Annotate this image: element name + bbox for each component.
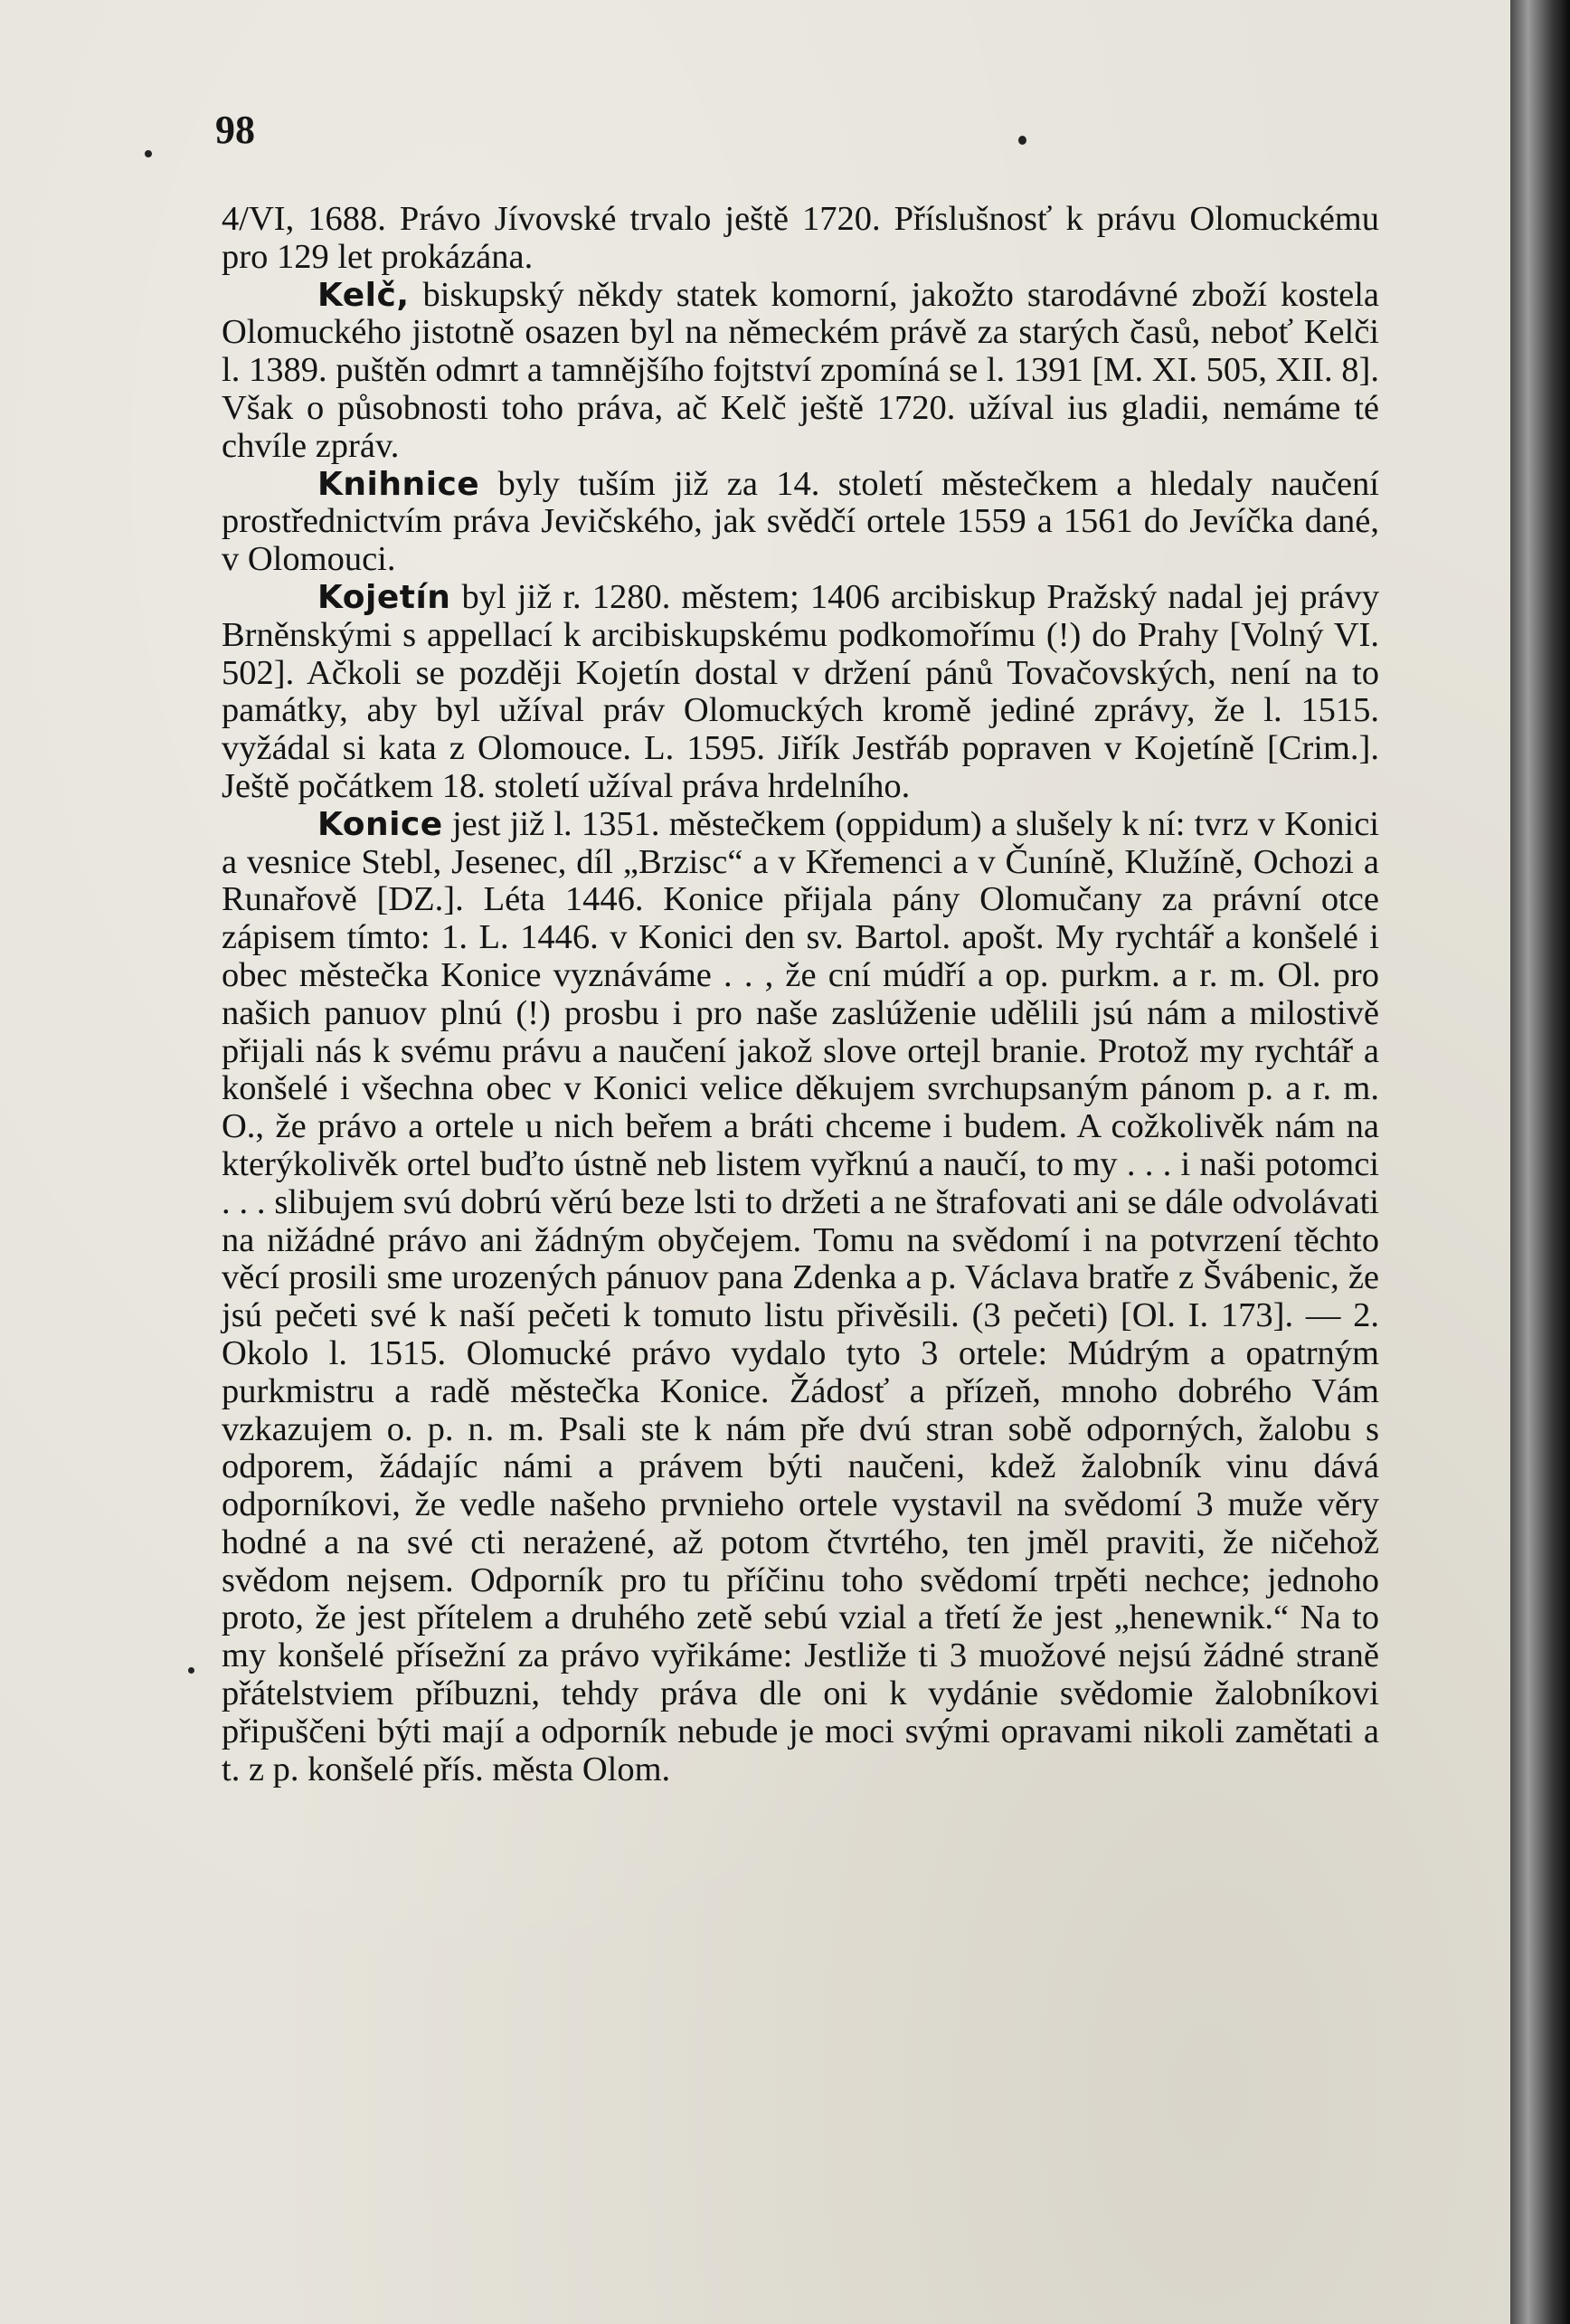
paragraph-jivova-continuation [222,201,1379,277]
paragraph-text: 4/VI, 1688. Právo Jívovské trvalo ještě 1720. Příslušnosť k právu Olomuckému pro 129 let prokázána. [222,200,1379,276]
margin-speck [1018,136,1026,145]
margin-speck [145,150,152,157]
headword-knihnice: Knihnice [317,465,480,503]
paragraph-text: byl již r. 1280. městem; 1406 arcibiskup Pražský nadal jej právy Brněnskými s appellací k arcibiskupskému podkomořímu (!) do Prahy [Volný VI. 502]. Ačkoli se později Kojetín dostal v držení pánů Tovačovských, není na to památky, aby byl užíval práv Olomuckých kromě jediné zprávy, že l. 1515. vyžádal si kata z Olomouce. L. 1595. Jiřík Jestřáb popraven v Kojetíně [Crim.]. Ještě počátkem 18. století užíval práva hrdelního. [222,577,1380,805]
paragraph-text: byly tuším již za 14. století městečkem a hledaly naučení prostřednictvím práva Jevičského, jak svědčí ortele 1559 a 1561 do Jevíčka dané, v Olomouci. [222,464,1380,579]
page-edge-shadow [1510,0,1570,2324]
margin-speck [188,1667,194,1674]
headword-kelc: Kelč, [317,276,410,314]
paragraph-kelc [222,277,1379,466]
paragraph-text: jest již l. 1351. městečkem (oppidum) a slušely k ní: tvrz v Konici a vesnice Stebl, Jesenec, díl „Brzisc“ a v Křemenci a v Čuníně, Klužíně, Ochozi a Runařově [DZ.]. Léta 1446. Konice přijala pány Olomučany za právní otce zápisem tímto: 1. L. 1446. v Konici den sv. Bartol. apošt. My rychtář a konšelé i obec městečka Konice vyznáváme . . , že cní múdří a op. purkm. a r. m. Ol. pro našich panuov plnú (!) prosbu i pro naše zaslúženie udělili jsú nám a milostivě přijali nás k svému právu a naučení jakož slove ortejl branie. Protož my rychtář a konšelé i všechna obec v Konici velice děkujem svrchupsaným pánom p. a r. m. O., že právo a ortele u nich beřem a bráti chceme i budem. A cožkolivěk nám na kterýkolivěk ortel buďto ústně neb listem vyřknú a naučí, to my . . . i naši potomci . . . slibujem svú dobrú věrú beze lsti to držeti a ne štrafovati ani se dále odvolávati na nižádné právo ani žádným obyčejem. Tomu na svědomí i na potvrzení těchto věcí prosili sme urozených pánuov pana Zdenka a p. Václava bratře z Švábenic, že jsú pečeti své k naší pečeti k tomuto listu přivěsili. (3 pečeti) [Ol. I. 173]. — 2. Okolo l. 1515. Olomucké právo vydalo tyto 3 ortele: Múdrým a opatrným purkmistru a radě městečka Konice. Žádosť a přízeň, mnoho dobrého Vám vzkazujem o. p. n. m. Psali ste k nám pře dvú stran sobě odporných, žalobu s odporem, žádajíc námi a právem býti naučeni, kdež žalobník vinu dává odporníkovi, že vedle našeho prvnieho ortele vystavil na svědomí 3 muže věry hodné a na své cti nerażené, až potom čtvrtého, ten jměl praviti, že ničehož svědom nejsem. Odporník pro tu příčinu toho svědomí trpěti nechce; jednoho proto, že jest přítelem a druhého zetě sebú vzial a třetí že jest „henewnik.“ Na to my konšelé přísežní za právo vyřikáme: Jestliže ti 3 muožové nejsú žádné straně přátelstviem příbuzni, tehdy práva dle oni k vydánie svědomie žalobníkovi připuščeni býti mají a odporník nebude je moci svými opravami nikoli zamětati a t. z p. konšelé přís. města Olom. [222,804,1379,1788]
body-text [222,201,1379,1788]
paragraph-text: biskupský někdy statek komorní, jakožto starodávné zboží kostela Olomuckého jistotně osazen byl na německém právě za starých časů, neboť Kelči l. 1389. puštěn odmrt a tamnějšího fojtství zpomíná se l. 1391 [M. XI. 505, XII. 8]. Však o působnosti toho práva, ač Kelč ještě 1720. užíval ius gladii, nemáme té chvíle zpráv. [222,275,1380,465]
paragraph-konice [222,806,1379,1789]
headword-konice: Konice [317,805,443,843]
paragraph-knihnice [222,466,1379,579]
paragraph-kojetin [222,579,1379,806]
headword-kojetin: Kojetín [317,578,451,616]
page-number: 98 [215,108,255,152]
